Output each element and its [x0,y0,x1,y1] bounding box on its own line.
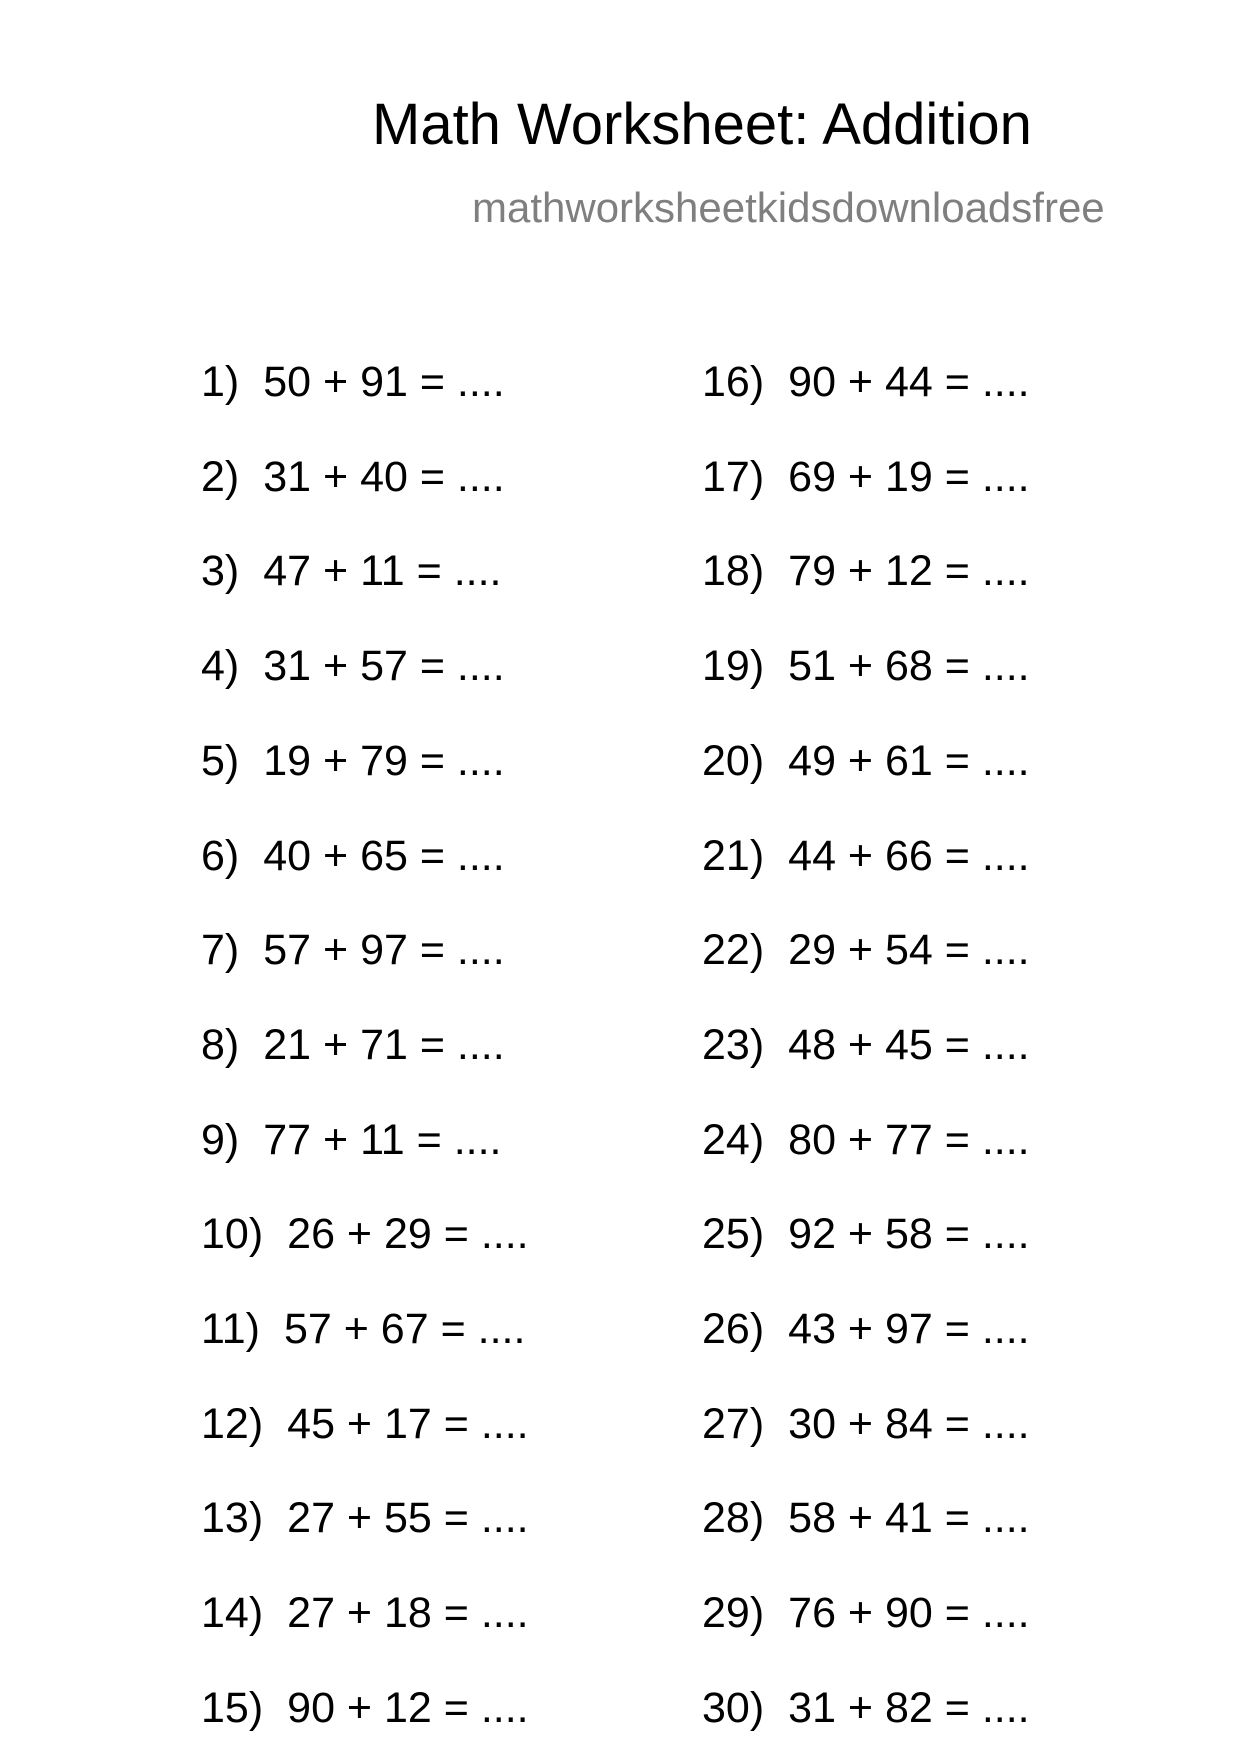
problem-number: 30) [702,1683,765,1732]
problem-number: 9) [201,1115,240,1164]
problem-number: 26) [702,1305,765,1353]
problem-expression: 19 + 79 = .... [263,736,505,785]
problem-item [702,731,1030,791]
problem-number: 23) [702,1020,765,1069]
problem-number: 17) [702,452,765,501]
problem-item [702,826,1030,886]
problem-item [201,1015,505,1075]
problem-number: 1) [201,358,240,406]
problem-number: 18) [702,547,765,596]
problem-number: 14) [201,1589,264,1638]
problem-number: 25) [702,1210,765,1259]
problem-item [702,636,1030,696]
problem-item [702,1678,1030,1738]
problem-expression: 31 + 57 = .... [263,642,505,691]
problem-number: 13) [201,1494,264,1543]
problem-number: 10) [201,1210,264,1259]
problem-expression: 49 + 61 = .... [788,736,1030,785]
problem-expression: 57 + 97 = .... [263,926,505,975]
problem-expression: 43 + 97 = .... [788,1305,1030,1353]
problem-expression: 50 + 91 = .... [263,358,505,406]
problem-number: 6) [201,831,240,880]
problem-number: 11) [201,1305,260,1353]
problem-number: 2) [201,452,240,501]
problem-item [201,826,505,886]
problem-expression: 76 + 90 = .... [788,1589,1030,1638]
problem-item [201,1488,529,1548]
problem-item [702,1488,1030,1548]
problem-expression: 69 + 19 = .... [788,452,1030,501]
problem-item [201,1394,529,1454]
problem-number: 5) [201,736,240,785]
problem-expression: 79 + 12 = .... [788,547,1030,596]
problem-expression: 80 + 77 = .... [788,1115,1030,1164]
problem-number: 12) [201,1399,264,1448]
problem-number: 7) [201,926,240,975]
problem-item [201,920,505,980]
problem-item [201,1110,502,1170]
problem-expression: 27 + 18 = .... [287,1589,529,1638]
problem-expression: 90 + 44 = .... [788,358,1030,406]
problem-expression: 21 + 71 = .... [263,1020,505,1069]
problem-item [702,447,1030,507]
problem-item [702,541,1030,601]
problem-number: 22) [702,926,765,975]
problem-item [201,1583,529,1643]
problem-item [201,541,502,601]
problem-item [201,1678,529,1738]
problem-item [702,920,1030,980]
problem-item [702,352,1030,412]
problem-expression: 29 + 54 = .... [788,926,1030,975]
problem-item [201,1204,529,1264]
problem-expression: 30 + 84 = .... [788,1399,1030,1448]
problem-expression: 31 + 40 = .... [263,452,505,501]
problem-number: 15) [201,1683,264,1732]
problem-number: 8) [201,1020,240,1069]
problem-expression: 44 + 66 = .... [788,831,1030,880]
problem-item [201,636,505,696]
problem-number: 21) [702,831,765,880]
problem-expression: 58 + 41 = .... [788,1494,1030,1543]
problem-expression: 47 + 11 = .... [263,547,502,596]
problem-item [702,1204,1030,1264]
problem-item [201,352,505,412]
problem-number: 3) [201,547,240,596]
problem-expression: 31 + 82 = .... [788,1683,1030,1732]
problem-number: 28) [702,1494,765,1543]
problem-item [702,1583,1030,1643]
problem-item [702,1015,1030,1075]
problem-item [702,1110,1030,1170]
problem-expression: 92 + 58 = .... [788,1210,1030,1259]
problem-expression: 40 + 65 = .... [263,831,505,880]
problem-item [201,731,505,791]
problem-item [702,1394,1030,1454]
problem-item [702,1299,1030,1359]
problem-number: 4) [201,642,240,691]
problem-expression: 77 + 11 = .... [263,1115,502,1164]
problem-number: 29) [702,1589,765,1638]
problem-expression: 90 + 12 = .... [287,1683,529,1732]
problem-expression: 26 + 29 = .... [287,1210,529,1259]
page-title: Math Worksheet: Addition [372,92,1032,157]
problem-expression: 51 + 68 = .... [788,642,1030,691]
problem-number: 24) [702,1115,765,1164]
problem-number: 19) [702,642,765,691]
page-subtitle: mathworksheetkidsdownloadsfree [472,184,1105,231]
problem-item [201,447,505,507]
problem-expression: 45 + 17 = .... [287,1399,529,1448]
problem-expression: 57 + 67 = .... [283,1305,526,1353]
problem-number: 20) [702,736,765,785]
problem-number: 27) [702,1399,765,1448]
problem-expression: 27 + 55 = .... [287,1494,529,1543]
problem-item [201,1299,525,1359]
problem-number: 16) [702,358,765,406]
problem-expression: 48 + 45 = .... [788,1020,1030,1069]
